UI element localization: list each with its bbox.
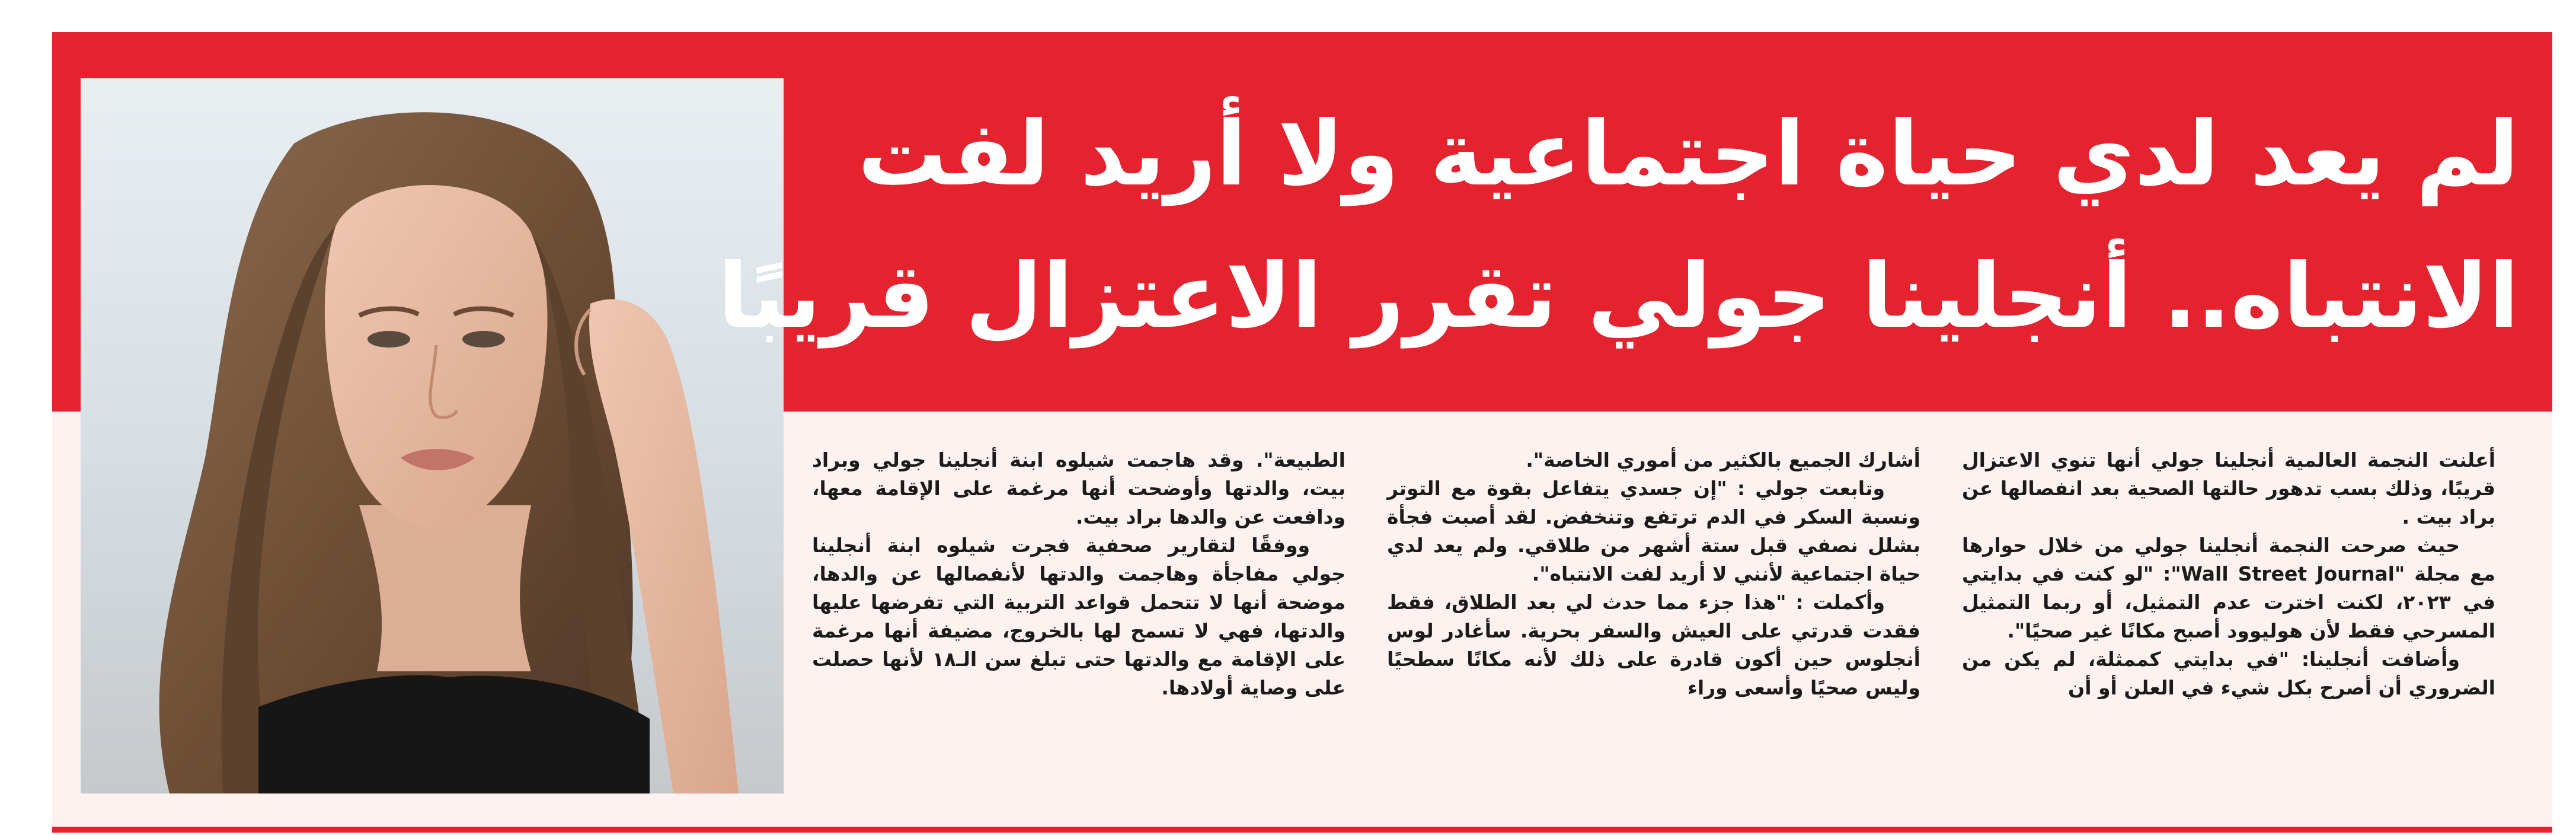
portrait-illustration <box>81 78 784 793</box>
article-headline <box>718 83 2519 368</box>
bottom-divider <box>52 827 2552 833</box>
article-paragraph: حيث صرحت النجمة أنجلينا جولي من خلال حوارها مع مجلة "Wall Street Journal": "لو كنت في بدايتي في ٢٠٢٣، لكنت اخترت عدم التمثيل، أو ربما التمثيل المسرحي فقط لأن هوليوود أصبح مكانًا غير صحيًا". <box>1962 534 2496 642</box>
article-paragraph: وتابعت جولي : "إن جسدي يتفاعل بقوة مع التوتر ونسبة السكر في الدم ترتفع وتنخفض. لقد أصبت فجأة بشلل نصفي قبل ستة أشهر من طلاقي. ولم يعد لدي حياة اجتماعية لأنني لا أريد لفت الانتباه". <box>1387 477 1920 585</box>
article-paragraph: ووفقًا لتقارير صحفية فجرت شيلوه ابنة أنجلينا جولي مفاجأة وهاجمت والدتها لأنفصالها عن والدها، موضحة أنها لا تتحمل قواعد التربية التي تفرضها عليها والدتها، فهي لا تسمح لها بالخروج، مضيفة أنها مرغمة على الإقامة مع والدتها حتى تبلغ سن الـ١٨ لأنها حصلت على وصاية أولادها. <box>812 534 1345 699</box>
headline-line-2: الانتباه.. أنجلينا جولي تقرر الاعتزال قريبًا <box>718 245 2519 348</box>
article-column-3 <box>812 446 1345 702</box>
article-paragraph: وأضافت أنجلينا: "في بدايتي كممثلة، لم يكن من الضروري أن أصرح بكل شيء في العلن أو أن <box>1962 648 2495 699</box>
article-photo <box>81 78 784 793</box>
article-paragraph: وأكملت : "هذا جزء مما حدث لي بعد الطلاق، فقط فقدت قدرتي على العيش والسفر بحرية. سأغادر لوس أنجلوس حين أكون قادرة على ذلك لأنه مكانًا سطحيًا وليس صحيًا وأسعى وراء <box>1387 591 1920 699</box>
article-paragraph: أشارك الجميع بالكثير من أموري الخاصة". <box>1526 448 1920 471</box>
article-column-2 <box>1387 446 1920 702</box>
article-paragraph: أعلنت النجمة العالمية أنجلينا جولي أنها تنوي الاعتزال قريبًا، وذلك بسب تدهور حالتها الصحية بعد انفصالها عن براد بيت . <box>1962 448 2495 528</box>
headline-line-1: لم يعد لدي حياة اجتماعية ولا أريد لفت <box>858 103 2519 206</box>
article-column-1 <box>1962 446 2495 702</box>
article-paragraph: الطبيعة". وقد هاجمت شيلوه ابنة أنجلينا جولي وبراد بيت، والدتها وأوضحت أنها مرغمة على الإقامة معها، ودافعت عن والدها براد بيت. <box>812 448 1345 528</box>
